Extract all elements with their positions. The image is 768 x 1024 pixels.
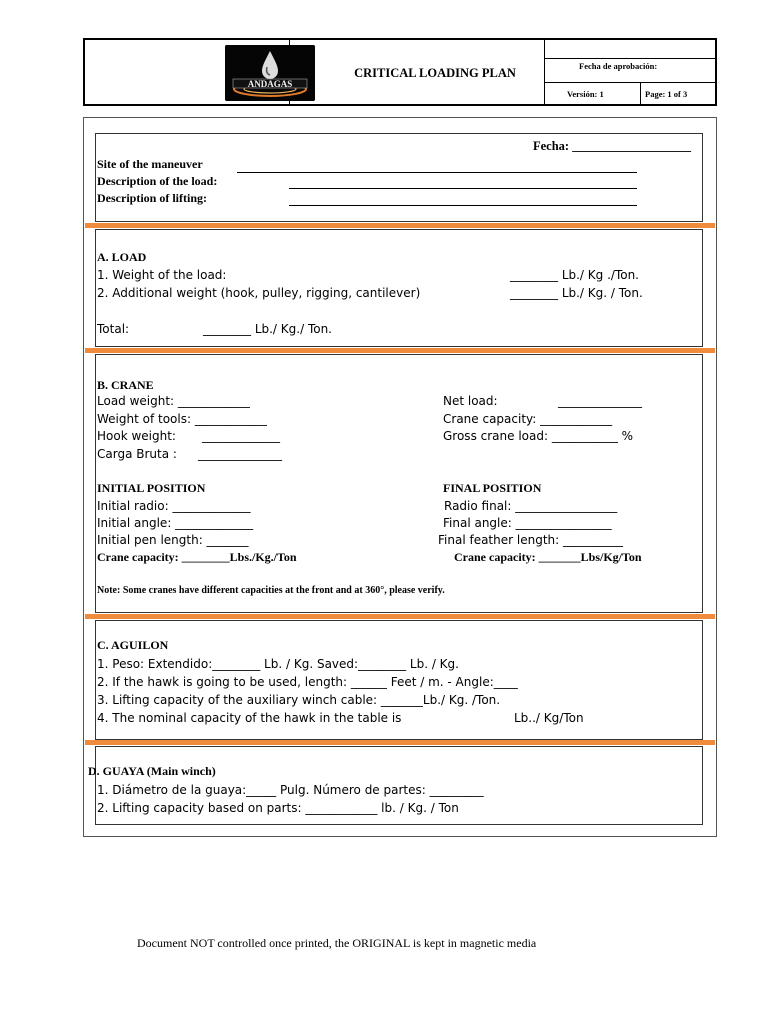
tools-weight-field[interactable]: Weight of tools: ____________ [97, 412, 267, 426]
net-load-line[interactable]: ______________ [558, 394, 642, 408]
version-label: Versión: 1 [567, 89, 604, 99]
capacity-note: Note: Some cranes have different capacities at the front and at 360°, please verify. [97, 585, 445, 596]
site-label: Site of the maneuver [97, 157, 203, 171]
svg-text:ANDAGAS: ANDAGAS [247, 79, 293, 89]
guaya-item-1[interactable]: 1. Diámetro de la guaya:_____ Pulg. Número de partes: _________ [97, 783, 484, 797]
initial-crane-capacity-field[interactable]: Crane capacity: ________Lbs./Kg./Ton [97, 550, 297, 564]
date-field[interactable]: Fecha: ___________________ [533, 139, 691, 153]
header-divider [544, 82, 715, 83]
additional-weight-units[interactable]: ________ Lb./ Kg. / Ton. [510, 286, 643, 300]
gross-crane-load-field[interactable]: Gross crane load: ___________ % [443, 429, 634, 443]
footer-note: Document NOT controlled once printed, the ORIGINAL is kept in magnetic media [137, 936, 537, 950]
page-number: Page: 1 of 3 [645, 89, 688, 99]
initial-position-heading: INITIAL POSITION [97, 481, 206, 495]
aguilon-item-2[interactable]: 2. If the hawk is going to be used, length: ______ Feet / m. - Angle:____ [97, 675, 518, 689]
load-description-line[interactable] [289, 188, 637, 189]
hook-weight-line[interactable]: _____________ [202, 429, 280, 443]
company-logo [225, 45, 315, 101]
total-label: Total: [97, 322, 130, 336]
aguilon-heading: C. AGUILON [97, 638, 169, 652]
site-input-line[interactable] [237, 172, 637, 173]
initial-pen-length-field[interactable]: Initial pen length: _______ [97, 533, 249, 547]
aguilon-item-1[interactable]: 1. Peso: Extendido:________ Lb. / Kg. Saved:________ Lb. / Kg. [97, 657, 459, 671]
aguilon-item-4-units: Lb../ Kg/Ton [514, 711, 584, 725]
initial-angle-field[interactable]: Initial angle: _____________ [97, 516, 254, 530]
final-angle-field[interactable]: Final angle: ________________ [443, 516, 612, 530]
crane-heading: B. CRANE [97, 378, 154, 392]
guaya-item-2[interactable]: 2. Lifting capacity based on parts: ____________ lb. / Kg. / Ton [97, 801, 459, 815]
header-divider [544, 58, 715, 59]
document-header [83, 38, 717, 106]
final-crane-capacity-field[interactable]: Crane capacity: _______Lbs/Kg/Ton [454, 550, 642, 564]
additional-weight-label: 2. Additional weight (hook, pulley, rigging, cantilever) [97, 286, 421, 300]
hook-weight-label: Hook weight: [97, 429, 176, 443]
carga-bruta-line[interactable]: ______________ [198, 447, 282, 461]
load-weight-label: 1. Weight of the load: [97, 268, 227, 282]
section-separator [85, 740, 715, 745]
load-weight-units[interactable]: ________ Lb./ Kg ./Ton. [510, 268, 639, 282]
final-position-heading: FINAL POSITION [443, 481, 542, 495]
document-title: CRITICAL LOADING PLAN [354, 66, 516, 80]
header-divider [640, 82, 641, 104]
section-separator [85, 614, 715, 619]
final-radio-field[interactable]: Radio final: _________________ [444, 499, 618, 513]
net-load-label: Net load: [443, 394, 498, 408]
carga-bruta-label: Carga Bruta : [97, 447, 177, 461]
load-weight-field[interactable]: Load weight: ____________ [97, 394, 250, 408]
guaya-heading: D. GUAYA (Main winch) [88, 764, 216, 778]
lifting-description-label: Description of lifting: [97, 191, 207, 205]
section-separator [85, 348, 715, 353]
crane-capacity-field[interactable]: Crane capacity: ____________ [443, 412, 613, 426]
load-description-label: Description of the load: [97, 174, 218, 188]
final-feather-length-field[interactable]: Final feather length: __________ [438, 533, 623, 547]
initial-radio-field[interactable]: Initial radio: _____________ [97, 499, 251, 513]
approval-date-label: Fecha de aprobación: [579, 61, 658, 71]
aguilon-item-4[interactable]: 4. The nominal capacity of the hawk in the table is [97, 711, 402, 725]
aguilon-item-3[interactable]: 3. Lifting capacity of the auxiliary winch cable: _______Lb./ Kg. /Ton. [97, 693, 501, 707]
load-heading: A. LOAD [97, 250, 147, 264]
total-units[interactable]: ________ Lb./ Kg./ Ton. [203, 322, 332, 336]
section-separator [85, 223, 715, 228]
lifting-description-line[interactable] [289, 205, 637, 206]
